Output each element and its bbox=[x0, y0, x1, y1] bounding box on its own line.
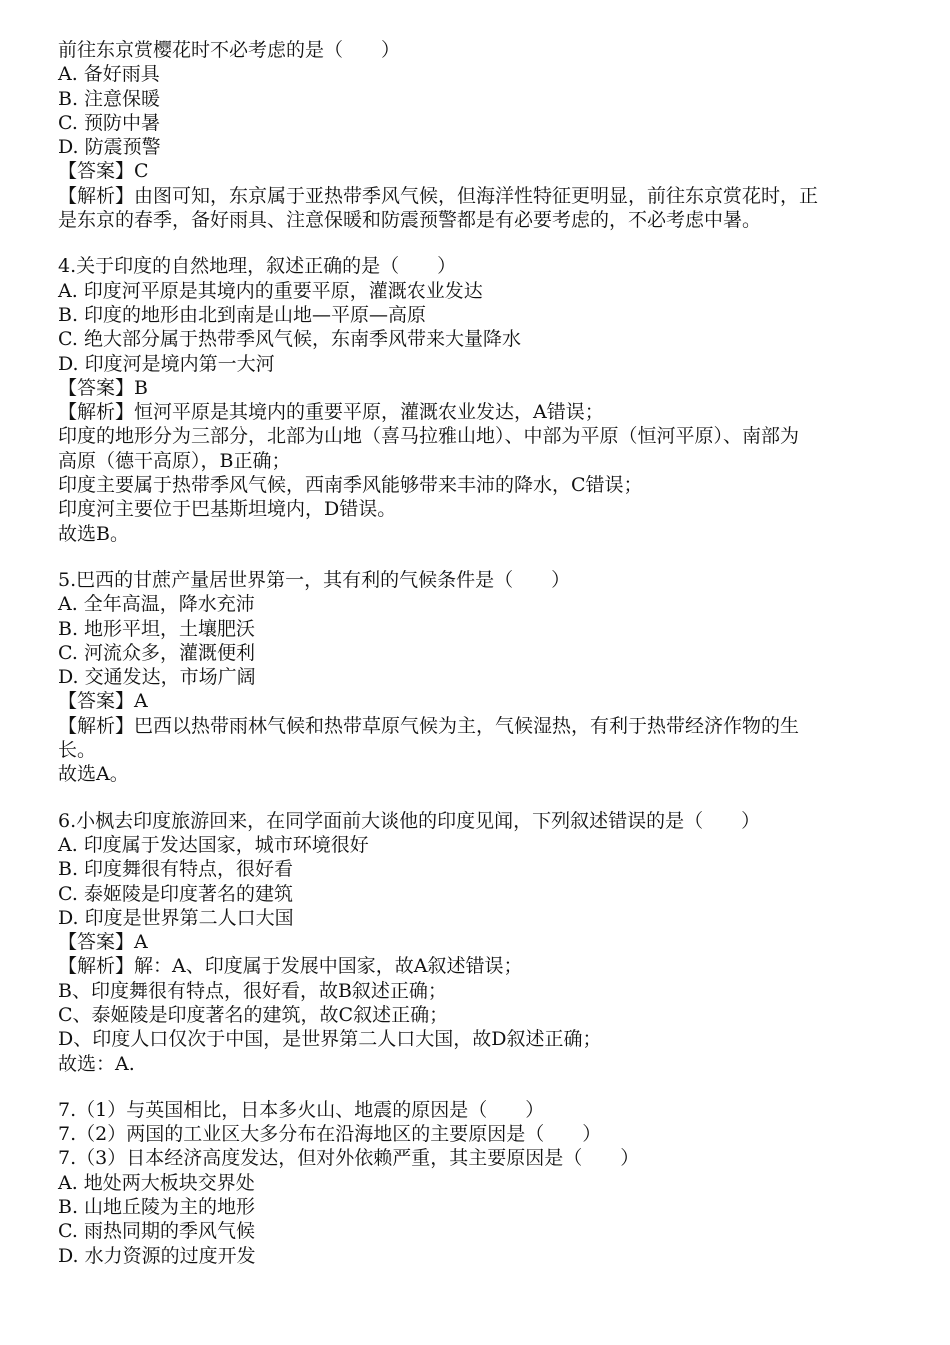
analysis-line: 高原（德干高原），B正确； bbox=[58, 449, 291, 472]
analysis-line: 故选B。 bbox=[58, 522, 129, 545]
option-b: B. 山地丘陵为主的地形 bbox=[58, 1196, 256, 1219]
analysis-line: B、印度舞很有特点，很好看，故B叙述正确； bbox=[58, 979, 447, 1002]
option-c: C. 雨热同期的季风气候 bbox=[58, 1220, 255, 1243]
analysis-line: 印度主要属于热带季风气候，西南季风能够带来丰沛的降水，C错误； bbox=[58, 474, 643, 497]
analysis-line: 【解析】恒河平原是其境内的重要平原，灌溉农业发达，A错误； bbox=[58, 401, 604, 424]
analysis-line: 长。 bbox=[58, 739, 97, 762]
question-4 bbox=[58, 254, 900, 546]
option-c: C. 绝大部分属于热带季风气候，东南季风带来大量降水 bbox=[58, 328, 521, 351]
option-c: C. 预防中暑 bbox=[58, 111, 160, 134]
question-5 bbox=[58, 568, 900, 787]
question-3 bbox=[58, 38, 900, 232]
analysis-line: 【解析】解：A、印度属于发展中国家，故A叙述错误； bbox=[58, 955, 523, 978]
option-b: B. 注意保暖 bbox=[58, 87, 161, 110]
answer: 【答案】B bbox=[58, 376, 148, 399]
analysis-line: 【解析】巴西以热带雨林气候和热带草原气候为主，气候湿热，有利于热带经济作物的生 bbox=[58, 714, 800, 737]
option-a: A. 备好雨具 bbox=[58, 63, 160, 86]
option-d: D. 交通发达，市场广阔 bbox=[58, 666, 256, 689]
option-a: A. 印度属于发达国家，城市环境很好 bbox=[58, 833, 369, 856]
option-d: D. 水力资源的过度开发 bbox=[58, 1244, 256, 1267]
question-stem: 7.（3）日本经济高度发达，但对外依赖严重，其主要原因是（ ） bbox=[58, 1147, 640, 1170]
option-b: B. 印度舞很有特点，很好看 bbox=[58, 858, 294, 881]
option-d: D. 防震预警 bbox=[58, 136, 161, 159]
option-a: A. 全年高温，降水充沛 bbox=[58, 593, 255, 616]
question-stem: 7.（1）与英国相比，日本多火山、地震的原因是（ ） bbox=[58, 1098, 545, 1121]
option-b: B. 印度的地形由北到南是山地—平原—高原 bbox=[58, 303, 427, 326]
analysis-line: 【解析】由图可知，东京属于亚热带季风气候，但海洋性特征更明显，前往东京赏花时，正 bbox=[58, 184, 819, 207]
option-a: A. 印度河平原是其境内的重要平原，灌溉农业发达 bbox=[58, 279, 483, 302]
analysis-line: 故选A。 bbox=[58, 763, 129, 786]
analysis-line: 故选：A. bbox=[58, 1052, 135, 1075]
analysis-line: C、泰姬陵是印度著名的建筑，故C叙述正确； bbox=[58, 1003, 449, 1026]
question-stem: 4.关于印度的自然地理，叙述正确的是（ ） bbox=[58, 255, 457, 278]
question-stem: 7.（2）两国的工业区大多分布在沿海地区的主要原因是（ ） bbox=[58, 1123, 602, 1146]
option-a: A. 地处两大板块交界处 bbox=[58, 1171, 255, 1194]
question-6 bbox=[58, 809, 900, 1076]
option-c: C. 泰姬陵是印度著名的建筑 bbox=[58, 882, 293, 905]
answer: 【答案】C bbox=[58, 160, 149, 183]
analysis-line: 印度河主要位于巴基斯坦境内，D错误。 bbox=[58, 498, 397, 521]
analysis-line: 印度的地形分为三部分，北部为山地（喜马拉雅山地）、中部为平原（恒河平原）、南部为 bbox=[58, 425, 800, 448]
answer: 【答案】A bbox=[58, 690, 148, 713]
question-stem: 6.小枫去印度旅游回来，在同学面前大谈他的印度见闻，下列叙述错误的是（ ） bbox=[58, 809, 761, 832]
option-b: B. 地形平坦，土壤肥沃 bbox=[58, 617, 256, 640]
analysis-line: D、印度人口仅次于中国，是世界第二人口大国，故D叙述正确； bbox=[58, 1028, 602, 1051]
question-stem: 前往东京赏樱花时不必考虑的是（ ） bbox=[58, 39, 401, 61]
option-d: D. 印度河是境内第一大河 bbox=[58, 352, 275, 375]
option-c: C. 河流众多，灌溉便利 bbox=[58, 641, 255, 664]
option-d: D. 印度是世界第二人口大国 bbox=[58, 906, 294, 929]
analysis-line: 是东京的春季，备好雨具、注意保暖和防震预警都是有必要考虑的，不必考虑中暑。 bbox=[58, 209, 762, 232]
answer: 【答案】A bbox=[58, 931, 148, 954]
question-7 bbox=[58, 1098, 900, 1268]
question-stem: 5.巴西的甘蔗产量居世界第一，其有利的气候条件是（ ） bbox=[58, 568, 571, 591]
